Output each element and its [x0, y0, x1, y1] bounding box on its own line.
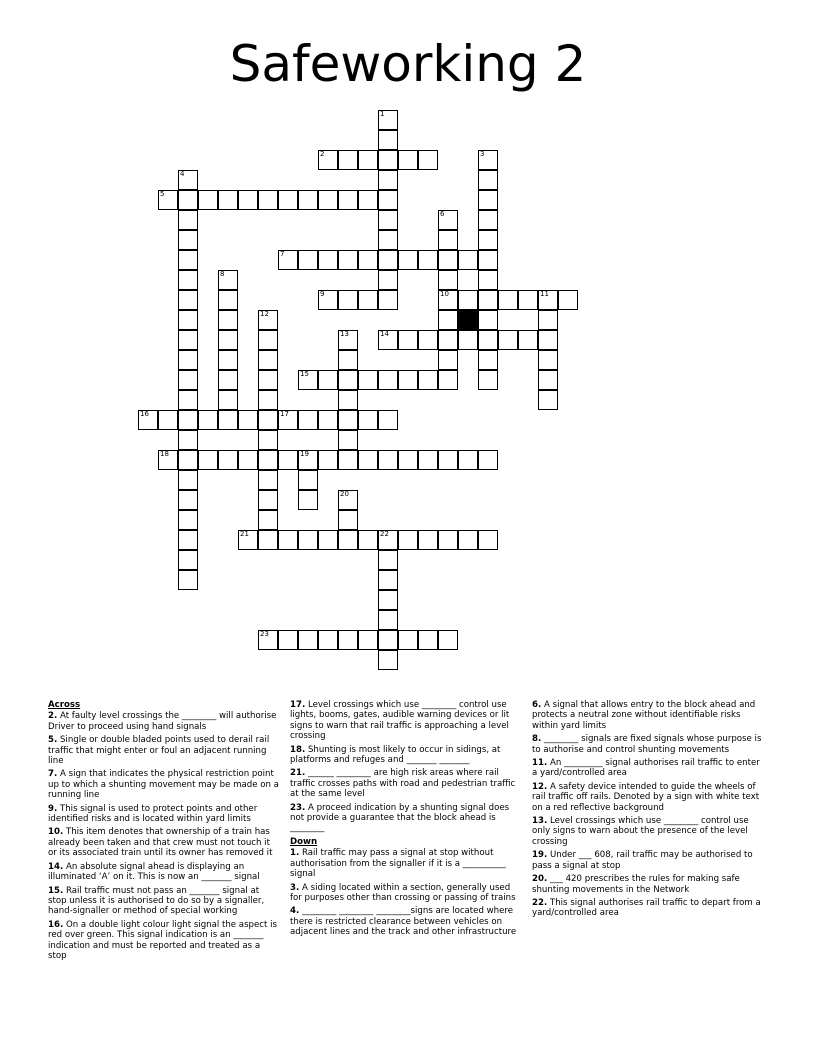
clue-down-20: 20. ___ 420 prescribes the rules for making safe shunting movements in the Network — [532, 874, 740, 895]
grid-cell[interactable] — [298, 450, 318, 470]
grid-cell[interactable] — [338, 190, 358, 210]
grid-cell[interactable] — [258, 530, 278, 550]
grid-cell[interactable] — [458, 330, 478, 350]
grid-cell[interactable] — [378, 610, 398, 630]
grid-cell[interactable] — [178, 270, 198, 290]
grid-cell[interactable] — [298, 190, 318, 210]
grid-cell[interactable] — [378, 170, 398, 190]
grid-cell[interactable] — [478, 330, 498, 350]
grid-cell[interactable] — [378, 550, 398, 570]
grid-cell[interactable] — [338, 290, 358, 310]
grid-cell[interactable] — [158, 410, 178, 430]
grid-cell[interactable] — [438, 210, 458, 230]
grid-cell[interactable] — [478, 450, 498, 470]
grid-cell[interactable] — [258, 470, 278, 490]
grid-cell[interactable] — [318, 370, 338, 390]
grid-cell[interactable] — [418, 450, 438, 470]
grid-cell[interactable] — [398, 150, 418, 170]
grid-cell[interactable] — [258, 430, 278, 450]
grid-cell[interactable] — [318, 290, 338, 310]
grid-cell[interactable] — [178, 410, 198, 430]
grid-cell[interactable] — [438, 290, 458, 310]
grid-cell[interactable] — [218, 390, 238, 410]
grid-cell[interactable] — [478, 350, 498, 370]
grid-cell[interactable] — [238, 530, 258, 550]
clue-down-22: 22. This signal authorises rail traffic to depart from a yard/controlled area — [532, 897, 761, 919]
clue-number: 12 — [260, 310, 269, 318]
grid-cell[interactable] — [478, 250, 498, 270]
grid-cell[interactable] — [318, 410, 338, 430]
clue-number: 11 — [540, 290, 549, 298]
grid-cell[interactable] — [258, 190, 278, 210]
grid-cell[interactable] — [538, 330, 558, 350]
grid-cell[interactable] — [358, 290, 378, 310]
grid-cell[interactable] — [278, 450, 298, 470]
grid-cell[interactable] — [258, 370, 278, 390]
grid-cell[interactable] — [518, 290, 538, 310]
grid-cell[interactable] — [258, 510, 278, 530]
grid-cell[interactable] — [378, 230, 398, 250]
grid-cell[interactable] — [438, 330, 458, 350]
clue-column-2 — [290, 700, 522, 941]
grid-cell[interactable] — [278, 250, 298, 270]
grid-cell[interactable] — [458, 290, 478, 310]
grid-cell[interactable] — [198, 410, 218, 430]
grid-cell[interactable] — [218, 290, 238, 310]
grid-cell[interactable] — [538, 290, 558, 310]
clue-number: 16 — [140, 410, 149, 418]
clue-number: 2 — [320, 150, 325, 158]
grid-cell[interactable] — [378, 110, 398, 130]
grid-cell[interactable] — [358, 450, 378, 470]
clue-number: 17 — [280, 410, 289, 418]
grid-cell[interactable] — [258, 410, 278, 430]
grid-cell[interactable] — [218, 190, 238, 210]
grid-cell[interactable] — [178, 230, 198, 250]
grid-cell[interactable] — [178, 350, 198, 370]
grid-cell[interactable] — [218, 330, 238, 350]
grid-cell[interactable] — [178, 390, 198, 410]
clue-number: 10 — [440, 290, 449, 298]
grid-cell[interactable] — [378, 330, 398, 350]
grid-cell[interactable] — [338, 390, 358, 410]
grid-cell[interactable] — [338, 530, 358, 550]
grid-cell[interactable] — [378, 590, 398, 610]
grid-cell[interactable] — [298, 370, 318, 390]
grid-cell[interactable] — [538, 370, 558, 390]
clue-column-3 — [532, 700, 764, 922]
clue-number: 5 — [160, 190, 165, 198]
clue-number: 3 — [480, 150, 485, 158]
grid-cell[interactable] — [418, 630, 438, 650]
grid-cell[interactable] — [318, 150, 338, 170]
grid-cell[interactable] — [338, 350, 358, 370]
clue-number: 7 — [280, 250, 285, 258]
grid-cell[interactable] — [478, 170, 498, 190]
clue-number: 21 — [240, 530, 249, 538]
grid-cell[interactable] — [558, 290, 578, 310]
grid-cell[interactable] — [178, 370, 198, 390]
grid-cell[interactable] — [178, 510, 198, 530]
clue-number: 13 — [340, 330, 349, 338]
grid-cell[interactable] — [338, 330, 358, 350]
grid-cell[interactable] — [498, 330, 518, 350]
grid-cell[interactable] — [298, 250, 318, 270]
grid-cell[interactable] — [478, 530, 498, 550]
grid-cell[interactable] — [338, 430, 358, 450]
grid-cell[interactable] — [398, 450, 418, 470]
grid-cell[interactable] — [258, 490, 278, 510]
clue-down-8: 8. ________ signals are fixed signals whose purpose is to authorise and control shunting movements — [532, 734, 762, 755]
grid-cell[interactable] — [298, 410, 318, 430]
grid-cell[interactable] — [418, 150, 438, 170]
clue-number: 18 — [160, 450, 169, 458]
clue-across-17: 17. Level crossings which use ________ control use lights, booms, gates, audible warning devices or lit signs to warn that rail traffic is approaching a level crossing — [290, 700, 510, 742]
grid-cell[interactable] — [378, 410, 398, 430]
grid-cell[interactable] — [278, 630, 298, 650]
clue-across-2: 2. At faulty level crossings the ________ will authorise Driver to proceed using hand signals — [48, 711, 277, 732]
clue-across-10: 10. This item denotes that ownership of a train has already been taken and that crew must not touch it or its associated train until its owner has removed it — [48, 827, 273, 859]
grid-cell[interactable] — [178, 530, 198, 550]
grid-cell[interactable] — [438, 450, 458, 470]
grid-cell[interactable] — [258, 630, 278, 650]
grid-cell[interactable] — [358, 530, 378, 550]
grid-cell[interactable] — [398, 370, 418, 390]
clue-across-7: 7. A sign that indicates the physical restriction point up to which a shunting movement may be made on a running line — [48, 769, 279, 801]
grid-cell[interactable] — [478, 210, 498, 230]
grid-cell[interactable] — [298, 630, 318, 650]
grid-cell[interactable] — [178, 190, 198, 210]
grid-cell[interactable] — [318, 530, 338, 550]
grid-cell[interactable] — [478, 290, 498, 310]
grid-cell[interactable] — [358, 190, 378, 210]
grid-cell[interactable] — [538, 310, 558, 330]
grid-cell[interactable] — [278, 530, 298, 550]
grid-cell[interactable] — [418, 330, 438, 350]
grid-cell[interactable] — [538, 390, 558, 410]
grid-cell[interactable] — [238, 410, 258, 430]
grid-cell[interactable] — [378, 290, 398, 310]
grid-cell[interactable] — [358, 630, 378, 650]
grid-cell[interactable] — [318, 190, 338, 210]
grid-cell[interactable] — [378, 530, 398, 550]
grid-cell[interactable] — [358, 250, 378, 270]
grid-cell[interactable] — [398, 630, 418, 650]
clue-number: 14 — [380, 330, 389, 338]
grid-cell[interactable] — [258, 350, 278, 370]
grid-cell[interactable] — [318, 250, 338, 270]
grid-cell[interactable] — [198, 190, 218, 210]
grid-cell[interactable] — [338, 630, 358, 650]
grid-cell[interactable] — [458, 530, 478, 550]
grid-cell[interactable] — [178, 550, 198, 570]
grid-cell[interactable] — [138, 410, 158, 430]
grid-cell[interactable] — [438, 630, 458, 650]
clue-across-23: 23. A proceed indication by a shunting signal does not provide a guarantee that the block ahead is ________ — [290, 802, 510, 834]
grid-cell[interactable] — [178, 570, 198, 590]
grid-cell[interactable] — [438, 310, 458, 330]
clue-down-6: 6. A signal that allows entry to the block ahead and protects a neutral zone without identifiable risks within yard limits — [532, 700, 756, 731]
grid-cell[interactable] — [178, 290, 198, 310]
grid-block-cell — [458, 310, 478, 330]
grid-cell[interactable] — [478, 190, 498, 210]
clue-down-13: 13. Level crossings which use ________ control use only signs to warn about the presence of the level crossing — [532, 816, 749, 847]
grid-cell[interactable] — [378, 370, 398, 390]
grid-cell[interactable] — [478, 230, 498, 250]
grid-cell[interactable] — [258, 310, 278, 330]
grid-cell[interactable] — [458, 250, 478, 270]
grid-cell[interactable] — [418, 530, 438, 550]
grid-cell[interactable] — [198, 450, 218, 470]
grid-cell[interactable] — [338, 250, 358, 270]
grid-cell[interactable] — [338, 490, 358, 510]
grid-cell[interactable] — [218, 370, 238, 390]
grid-cell[interactable] — [178, 250, 198, 270]
grid-cell[interactable] — [358, 410, 378, 430]
grid-cell[interactable] — [438, 230, 458, 250]
grid-cell[interactable] — [358, 370, 378, 390]
grid-cell[interactable] — [398, 330, 418, 350]
grid-cell[interactable] — [378, 270, 398, 290]
down-heading: Down — [290, 836, 318, 847]
grid-cell[interactable] — [258, 330, 278, 350]
grid-cell[interactable] — [438, 250, 458, 270]
grid-cell[interactable] — [518, 330, 538, 350]
clue-down-3: 3. A siding located within a section, generally used for purposes other than crossing or passing of trains — [290, 882, 516, 903]
grid-cell[interactable] — [178, 470, 198, 490]
grid-cell[interactable] — [358, 150, 378, 170]
clue-down-4: 4. ________ ________ ________signs are located where there is restricted clearance between vehicles on adjacent lines and the track and other infrastructure — [290, 906, 517, 938]
grid-cell[interactable] — [278, 410, 298, 430]
grid-cell[interactable] — [178, 330, 198, 350]
grid-cell[interactable] — [378, 570, 398, 590]
page-title: Safeworking 2 — [229, 35, 587, 93]
grid-cell[interactable] — [378, 630, 398, 650]
grid-cell[interactable] — [318, 450, 338, 470]
grid-cell[interactable] — [378, 130, 398, 150]
grid-cell[interactable] — [438, 530, 458, 550]
grid-cell[interactable] — [178, 430, 198, 450]
grid-cell[interactable] — [398, 250, 418, 270]
clue-number: 15 — [300, 370, 309, 378]
grid-cell[interactable] — [478, 370, 498, 390]
grid-cell[interactable] — [258, 390, 278, 410]
grid-cell[interactable] — [398, 530, 418, 550]
grid-cell[interactable] — [438, 270, 458, 290]
clue-across-18: 18. Shunting is most likely to occur in sidings, at platforms and refuges and _______ _______ — [290, 744, 501, 766]
grid-cell[interactable] — [478, 310, 498, 330]
across-heading: Across — [48, 700, 81, 710]
grid-cell[interactable] — [418, 370, 438, 390]
grid-cell[interactable] — [338, 410, 358, 430]
clue-number: 4 — [180, 170, 185, 178]
clue-across-16: 16. On a double light colour light signal the aspect is red over green. This signal indication is an _______ indication and must be reported and treated as a stop — [48, 919, 277, 961]
clue-number: 19 — [300, 450, 309, 458]
grid-cell[interactable] — [438, 350, 458, 370]
clue-number: 1 — [380, 110, 385, 118]
grid-cell[interactable] — [378, 450, 398, 470]
grid-cell[interactable] — [178, 170, 198, 190]
clue-column-1 — [48, 700, 280, 964]
grid-cell[interactable] — [338, 370, 358, 390]
grid-cell[interactable] — [378, 190, 398, 210]
clue-across-14: 14. An absolute signal ahead is displaying an illuminated ‘A’ on it. This is now an _______ signal — [48, 861, 260, 883]
grid-cell[interactable] — [298, 470, 318, 490]
grid-cell[interactable] — [218, 450, 238, 470]
grid-cell[interactable] — [478, 150, 498, 170]
grid-cell[interactable] — [498, 290, 518, 310]
grid-cell[interactable] — [318, 630, 338, 650]
grid-cell[interactable] — [238, 450, 258, 470]
grid-cell[interactable] — [178, 210, 198, 230]
grid-cell[interactable] — [178, 310, 198, 330]
grid-cell[interactable] — [218, 410, 238, 430]
grid-cell[interactable] — [178, 450, 198, 470]
grid-cell[interactable] — [478, 270, 498, 290]
grid-cell[interactable] — [378, 250, 398, 270]
clue-number: 8 — [220, 270, 225, 278]
clue-down-11: 11. An _________ signal authorises rail traffic to enter a yard/controlled area — [532, 758, 760, 779]
grid-cell[interactable] — [238, 190, 258, 210]
clue-across-9: 9. This signal is used to protect points and other identified risks and is located within yard limits — [48, 803, 258, 825]
clue-number: 22 — [380, 530, 389, 538]
clue-number: 23 — [260, 630, 269, 638]
grid-cell[interactable] — [218, 270, 238, 290]
clue-across-21: 21. ______ ________ are high risk areas where rail traffic crosses paths with road and pedestrian traffic at the same level — [290, 768, 516, 800]
grid-cell[interactable] — [538, 350, 558, 370]
clue-number: 20 — [340, 490, 349, 498]
grid-cell[interactable] — [418, 250, 438, 270]
grid-cell[interactable] — [298, 530, 318, 550]
grid-cell[interactable] — [158, 190, 178, 210]
grid-cell[interactable] — [378, 210, 398, 230]
grid-cell[interactable] — [338, 510, 358, 530]
grid-cell[interactable] — [218, 350, 238, 370]
clue-down-1: 1. Rail traffic may pass a signal at stop without authorisation from the signaller if it is a __________ signal — [290, 848, 506, 880]
grid-cell[interactable] — [378, 650, 398, 670]
grid-cell[interactable] — [438, 370, 458, 390]
clue-down-19: 19. Under ___ 608, rail traffic may be authorised to pass a signal at stop — [532, 850, 753, 871]
grid-cell[interactable] — [278, 190, 298, 210]
grid-cell[interactable] — [218, 310, 238, 330]
clue-number: 6 — [440, 210, 445, 218]
grid-cell[interactable] — [338, 150, 358, 170]
clue-across-5: 5. Single or double bladed points used to derail rail traffic that might enter or foul an adjacent running line — [48, 735, 270, 767]
grid-cell[interactable] — [178, 490, 198, 510]
grid-cell[interactable] — [158, 450, 178, 470]
clue-across-15: 15. Rail traffic must not pass an _______ signal at stop unless it is authorised to do so by a signaller, hand-signaller or method of special working — [48, 885, 265, 917]
grid-cell[interactable] — [258, 450, 278, 470]
grid-cell[interactable] — [458, 450, 478, 470]
grid-cell[interactable] — [378, 150, 398, 170]
clue-down-12: 12. A safety device intended to guide the wheels of rail traffic off rails. Denoted by a sign with white text on a red reflective background — [532, 781, 760, 813]
grid-cell[interactable] — [338, 450, 358, 470]
clue-number: 9 — [320, 290, 325, 298]
grid-cell[interactable] — [298, 490, 318, 510]
